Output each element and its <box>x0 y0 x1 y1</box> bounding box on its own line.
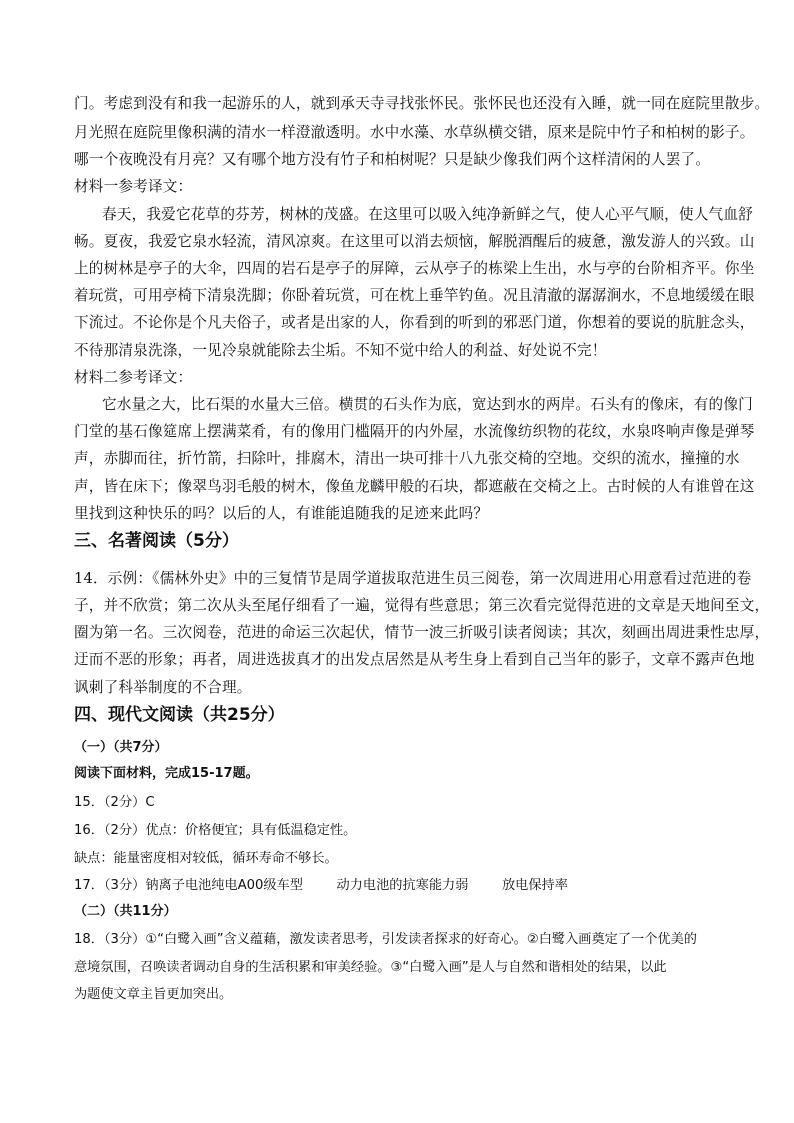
material1-line: 着玩赏，可用亭椅下清泉洗脚；你卧着玩赏，可在枕上垂竿钓鱼。况且清澈的潺潺涧水，不息地缓缓在眼 <box>74 287 755 304</box>
material1-line: 不待那清泉洗涤，一见冷泉就能除去尘垢。不知不觉中给人的利益、好处说不完！ <box>74 342 607 359</box>
reading-instruction: 阅读下面材料，完成15-17题。 <box>74 766 259 781</box>
section3-line: 讽刺了科举制度的不合理。 <box>74 679 252 696</box>
section3-line: 14．示例：《儒林外史》中的三复情节是周学道拔取范进生员三阅卷，第一次周进用心用意看过范进的卷 <box>74 570 752 587</box>
passage-line: 哪一个夜晚没有月亮？又有哪个地方没有竹子和柏树呢？只是缺少像我们两个这样清闲的人罢了。 <box>74 151 711 168</box>
material1-line: 下流过。不论你是个凡夫俗子，或者是出家的人，你看到的听到的邪恶门道，你想着的要说的肮脏念头， <box>74 314 755 331</box>
answer-17: 17．（3分）钠离子电池纯电A00级车型 动力电池的抗寒能力弱 放电保持率 <box>74 878 568 893</box>
passage-line: 月光照在庭院里像积满的清水一样澄澈透明。水中水藻、水草纵横交错，原来是院中竹子和柏树的影子。 <box>74 124 755 141</box>
answer-18-line: 18．（3分）①“白鹭入画”含义蕴藉，激发读者思考，引发读者探求的好奇心。②白鹭入画奠定了一个优美的 <box>74 932 697 947</box>
material2-line: 门堂的基石像筵席上摆满菜肴，有的像用门槛隔开的内外屋，水流像纺织物的花纹，水泉咚响声像是弹琴 <box>74 423 755 440</box>
answer-18-line: 意境氛围，召唤读者调动自身的生活积累和审美经验。③“白鹭入画”是人与自然和谐相处的结果，以此 <box>74 960 667 975</box>
material2-line: 它水量之大，比石渠的水量大三倍。横贯的石头作为底，宽达到水的两岸。石头有的像床，有的像门 <box>102 396 753 413</box>
material2-line: 里找到这种快乐的吗？以后的人，有谁能追随我的足迹来此吗？ <box>74 505 489 522</box>
answer-16-cont: 缺点：能量密度相对较低，循环寿命不够长。 <box>74 851 338 866</box>
passage-line: 门。考虑到没有和我一起游乐的人，就到承天寺寻找张怀民。张怀民也还没有入睡，就一同在庭院里散步。 <box>74 95 770 112</box>
material1-line: 上的树林是亭子的大伞，四周的岩石是亭子的屏障，云从亭子的栋梁上生出，水与亭的台阶相齐平。你坐 <box>74 260 755 277</box>
section3-heading: 三、名著阅读（5分） <box>74 531 239 551</box>
section3-line: 圈为第一名。三次阅卷，范进的命运三次起伏，情节一波三折吸引读者阅读；其次，刻画出周进秉性忠厚， <box>74 624 770 641</box>
answer-15: 15．（2分）C <box>74 795 155 810</box>
material1-line: 春天，我爱它花草的芬芳，树林的茂盛。在这里可以吸入纯净新鲜之气，使人心平气顺，使人气血舒 <box>102 206 753 223</box>
material2-line: 声，皆在床下；像翠鸟羽毛般的树木，像鱼龙麟甲般的石块，都遮蔽在交椅之上。古时候的人有谁曾在这 <box>74 478 755 495</box>
section4-heading: 四、现代文阅读（共25分） <box>74 705 285 725</box>
section3-line: 迂而不恶的形象；再者，周进选拔真才的出发点居然是从考生身上看到自己当年的影子，文章不露声色地 <box>74 651 755 668</box>
subsection-2-heading: （二）（共11分） <box>74 904 177 919</box>
material1-label: 材料一参考译文： <box>74 178 193 195</box>
section3-line: 子，并不欣赏；第二次从头至尾仔细看了一遍，觉得有些意思；第三次看完觉得范进的文章是天地间至文， <box>74 597 770 614</box>
material1-line: 畅。夏夜，我爱它泉水轻流，清风凉爽。在这里可以消去烦恼，解脱酒醒后的疲惫，激发游人的兴致。山 <box>74 233 755 250</box>
material2-line: 声，赤脚而往，折竹箭，扫除叶，排腐木，清出一块可排十八九张交椅的空地。交织的流水，撞撞的水 <box>74 450 740 467</box>
subsection-1-heading: （一）（共7分） <box>74 740 168 755</box>
answer-16: 16．（2分）优点：价格便宜；具有低温稳定性。 <box>74 823 357 838</box>
material2-label: 材料二参考译文： <box>74 369 193 386</box>
answer-18-line: 为题使文章主旨更加突出。 <box>74 987 233 1002</box>
